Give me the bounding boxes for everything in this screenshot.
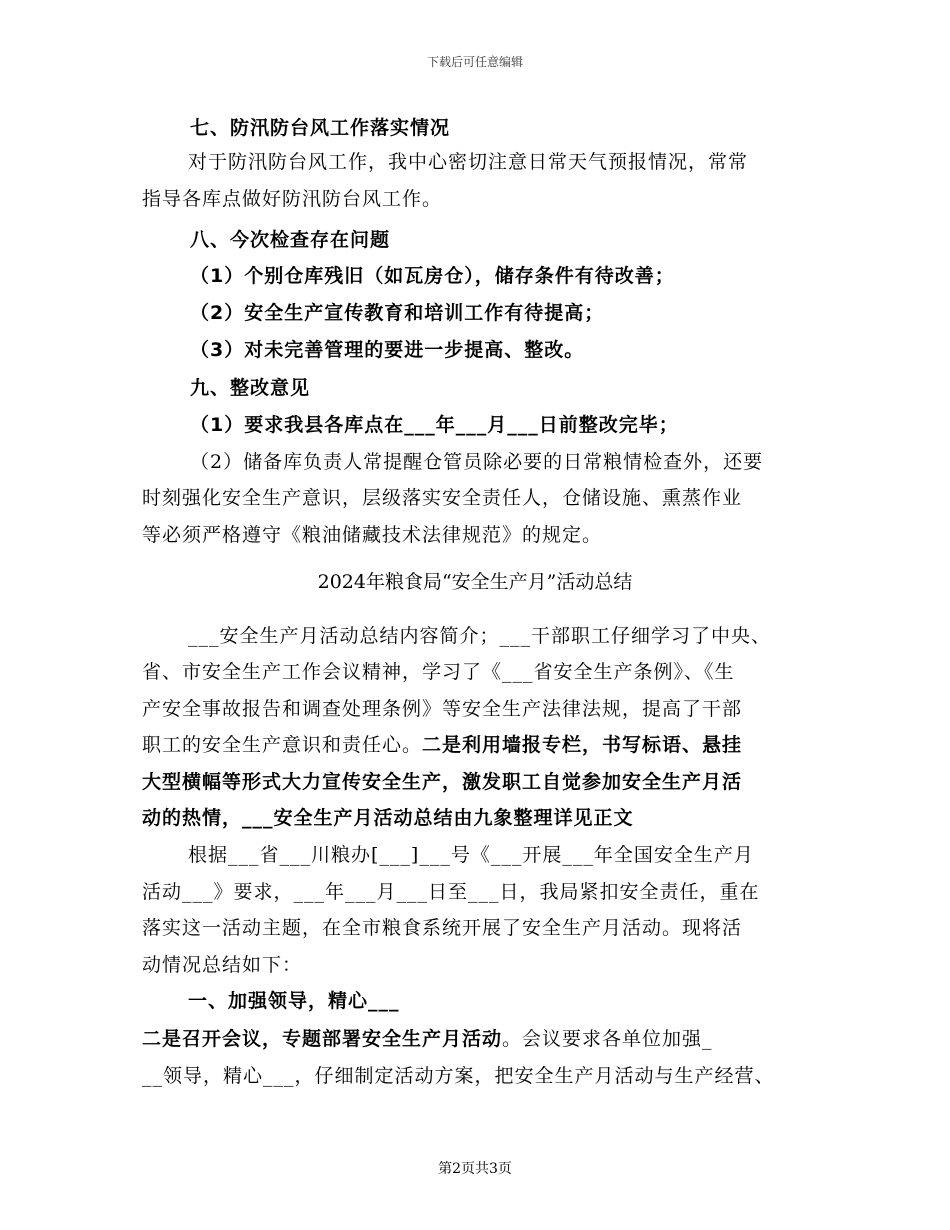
paragraph-line-bold: 动的热情，___安全生产月活动总结由九象整理详见正文 xyxy=(142,807,634,829)
paragraph-text: 。会议要求各单位加强_ xyxy=(502,1028,713,1050)
paragraph-line: ___安全生产月活动总结内容简介；___干部职工仔细学习了中央、 xyxy=(188,625,772,647)
list-item: （1）要求我县各库点在___年___月___日前整改完毕； xyxy=(190,414,679,436)
paragraph-line: 活动___》要求，___年___月___日至___日，我局紧扣安全责任，重在 xyxy=(142,881,760,903)
document-title: 2024年粮食局“安全生产月”活动总结 xyxy=(317,571,633,593)
paragraph-line: 时刻强化安全生产意识，层级落实安全责任人，仓储设施、熏蒸作业 xyxy=(142,487,743,509)
section-heading-9: 九、整改意见 xyxy=(190,377,311,399)
paragraph-text: 职工的安全生产意识和责任心。 xyxy=(142,734,423,756)
section-heading-8: 八、今次检查存在问题 xyxy=(190,229,391,251)
paragraph-line: 动情况总结如下： xyxy=(142,954,303,976)
paragraph-line: 落实这一活动主题，在全市粮食系统开展了安全生产月活动。现将活 xyxy=(142,917,743,939)
section-heading-7: 七、防汛防台风工作落实情况 xyxy=(190,117,451,139)
list-item: （2）安全生产宣传教育和培训工作有待提高； xyxy=(190,302,605,324)
paragraph-line: __领导，精心___，仔细制定活动方案，把安全生产月活动与生产经营、 xyxy=(142,1065,775,1087)
paragraph-line xyxy=(142,1027,713,1051)
paragraph-line: 等必须严格遵守《粮油储藏技术法律规范》的规定。 xyxy=(142,524,603,546)
list-item: （1）个别仓库残旧（如瓦房仓），储存条件有待改善； xyxy=(190,265,675,287)
paragraph-line: 指导各库点做好防汛防台风工作。 xyxy=(142,188,443,210)
paragraph-line-bold: 大型横幅等形式大力宣传安全生产，激发职工自觉参加安全生产月活 xyxy=(142,771,743,793)
header-note: 下载后可任意编辑 xyxy=(426,55,523,69)
list-item: （3）对未完善管理的要进一步提高、整改。 xyxy=(190,339,585,361)
paragraph-line xyxy=(142,733,742,757)
page-number: 第2页共3页 xyxy=(438,1161,512,1177)
paragraph-text-bold: 二是利用墙报专栏，书写标语、悬挂 xyxy=(422,734,743,756)
paragraph-line: 产安全事故报告和调查处理条例》等安全生产法律法规，提高了干部 xyxy=(142,698,743,720)
paragraph-line: 根据___省___川粮办[___]___号《___开展___年全国安全生产月 xyxy=(188,844,754,866)
paragraph-text-bold: 二是召开会议，专题部署安全生产月活动 xyxy=(142,1028,503,1050)
paragraph-line: 省、市安全生产工作会议精神，学习了《___省安全生产条例》、《生 xyxy=(142,661,735,683)
paragraph-line: 对于防汛防台风工作，我中心密切注意日常天气预报情况，常常 xyxy=(188,151,749,173)
paragraph-line: （2）储备库负责人常提醒仓管员除必要的日常粮情检查外，还要 xyxy=(190,451,764,473)
section-heading: 一、加强领导，精心___ xyxy=(188,990,400,1012)
